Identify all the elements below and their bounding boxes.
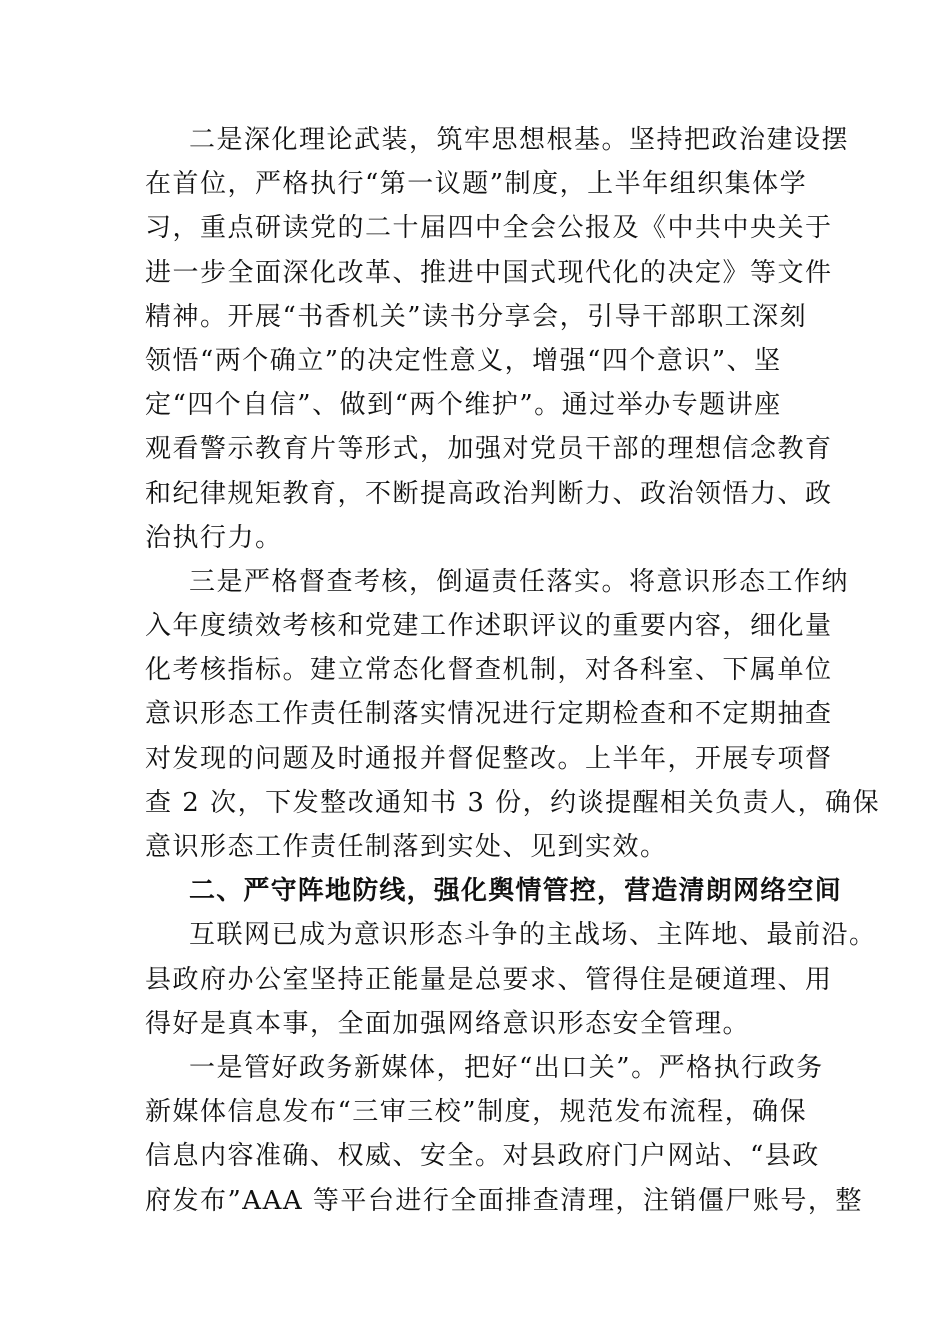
paragraph-line: 一是管好政务新媒体，把好“出口关”。严格执行政务 bbox=[189, 1052, 824, 1083]
paragraph-line: 和纪律规矩教育，不断提高政治判断力、政治领悟力、政 bbox=[145, 478, 833, 509]
paragraph-line: 定“四个自信”、做到“两个维护”。通过举办专题讲座 bbox=[145, 390, 782, 421]
paragraph-line: 县政府办公室坚持正能量是总要求、管得住是硬道理、用 bbox=[145, 964, 833, 995]
paragraph-line: 对发现的问题及时通报并督促整改。上半年，开展专项督 bbox=[145, 743, 833, 774]
paragraph-line: 互联网已成为意识形态斗争的主战场、主阵地、最前沿。 bbox=[189, 920, 877, 951]
paragraph-line: 观看警示教育片等形式，加强对党员干部的理想信念教育 bbox=[145, 434, 833, 465]
paragraph-line: 意识形态工作责任制落实情况进行定期检查和不定期抽查 bbox=[145, 699, 833, 730]
paragraph-line: 得好是真本事，全面加强网络意识形态安全管理。 bbox=[145, 1008, 751, 1039]
paragraph-line: 三是严格督查考核，倒逼责任落实。将意识形态工作纳 bbox=[189, 566, 850, 597]
paragraph-line: 化考核指标。建立常态化督查机制，对各科室、下属单位 bbox=[145, 655, 833, 686]
paragraph-line: 治执行力。 bbox=[145, 522, 283, 553]
paragraph-line: 在首位，严格执行“第一议题”制度，上半年组织集体学 bbox=[145, 169, 808, 200]
paragraph-line: 查 2 次，下发整改通知书 3 份，约谈提醒相关负责人，确保 bbox=[145, 787, 881, 818]
paragraph-line: 府发布”AAA 等平台进行全面排查清理，注销僵尸账号，整 bbox=[145, 1185, 863, 1216]
paragraph-line: 新媒体信息发布“三审三校”制度，规范发布流程，确保 bbox=[145, 1097, 808, 1128]
paragraph-line: 领悟“两个确立”的决定性意义，增强“四个意识”、坚 bbox=[145, 345, 782, 376]
paragraph-line: 精神。开展“书香机关”读书分享会，引导干部职工深刻 bbox=[145, 301, 808, 332]
section-heading: 二、严守阵地防线，强化舆情管控，营造清朗网络空间 bbox=[189, 876, 842, 907]
paragraph-line: 信息内容准确、权威、安全。对县政府门户网站、“县政 bbox=[145, 1141, 820, 1172]
paragraph-line: 习，重点研读党的二十届四中全会公报及《中共中央关于 bbox=[145, 213, 833, 244]
paragraph-line: 入年度绩效考核和党建工作述职评议的重要内容，细化量 bbox=[145, 611, 833, 642]
paragraph-line: 意识形态工作责任制落到实处、见到实效。 bbox=[145, 832, 668, 862]
paragraph-line: 进一步全面深化改革、推进中国式现代化的决定》等文件 bbox=[145, 257, 833, 288]
paragraph-line: 二是深化理论武装，筑牢思想根基。坚持把政治建设摆 bbox=[189, 125, 850, 155]
document-body bbox=[145, 118, 881, 1223]
